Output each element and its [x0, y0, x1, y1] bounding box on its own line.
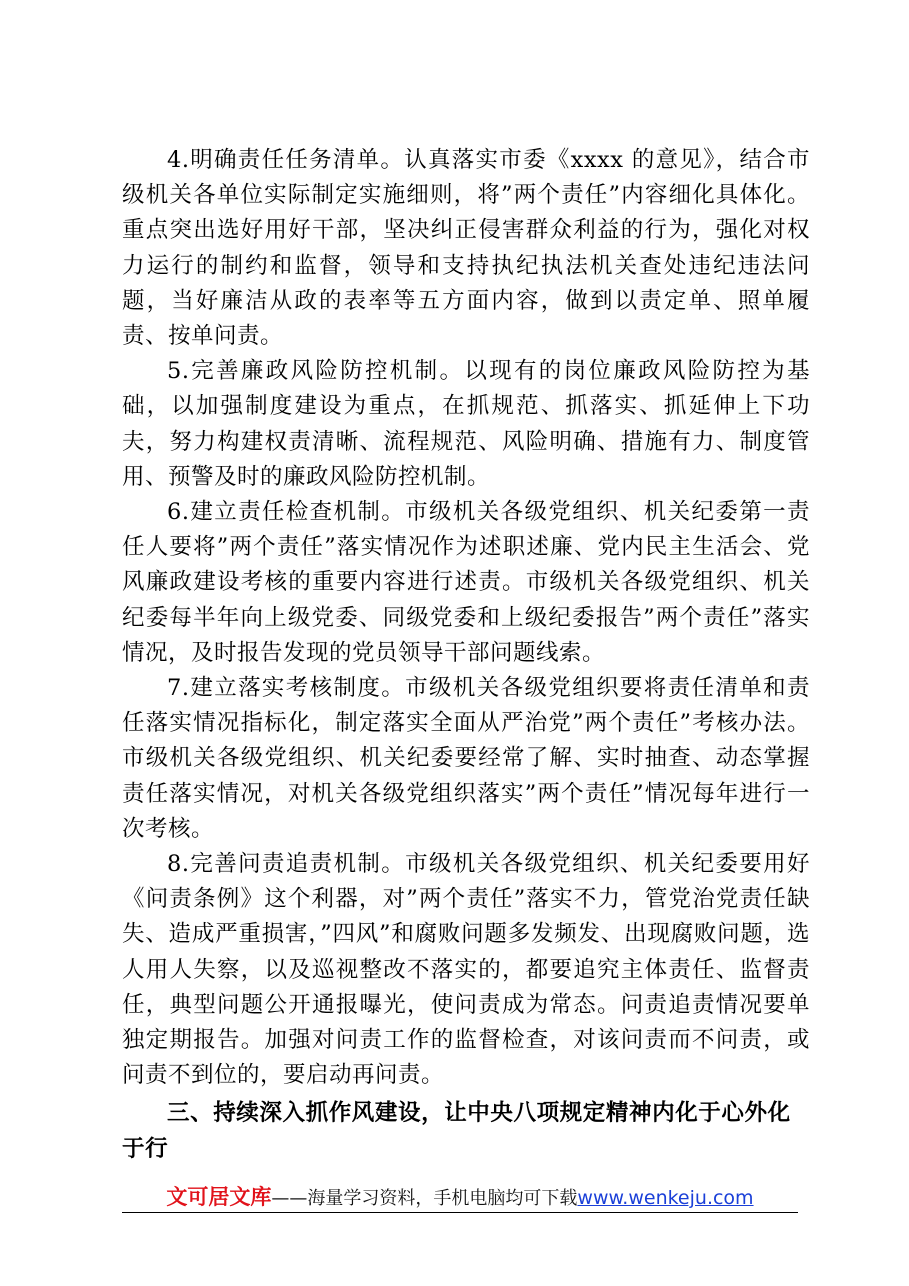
paragraph-item-4: 4.明确责任任务清单。认真落实市委《xxxx 的意见》，结合市级机关各单位实际制定实施细则，将”两个责任”内容细化具体化。重点突出选好用好干部，坚决纠正侵害群众利益的行为，强化对权力运行的制约和监督，领导和支持执纪执法机关查处违纪违法问题，当好廉洁从政的表率等五方面内容，做到以责定单、照单履责、按单问责。: [122, 147, 810, 350]
paragraph-item-7: 7.建立落实考核制度。市级机关各级党组织要将责任清单和责任落实情况指标化，制定落实全面从严治党”两个责任”考核办法。市级机关各级党组织、机关纪委要经常了解、实时抽查、动态掌握责任落实情况，对机关各级党组织落实”两个责任”情况每年进行一次考核。: [122, 675, 810, 842]
document-body: [122, 143, 810, 1167]
paragraph-item-5: 5.完善廉政风险防控机制。以现有的岗位廉政风险防控为基础，以加强制度建设为重点，在抓规范、抓落实、抓延伸上下功夫，努力构建权责清晰、流程规范、风险明确、措施有力、制度管用、预警及时的廉政风险防控机制。: [122, 358, 810, 490]
footer-tagline: ——海量学习资料，手机电脑均可下载: [271, 1188, 578, 1209]
section-heading: 三、持续深入抓作风建设，让中央八项规定精神内化于心外化于行: [122, 1100, 791, 1163]
footer-divider: [122, 1212, 798, 1213]
paragraph-item-8: 8.完善问责追责机制。市级机关各级党组织、机关纪委要用好《问责条例》这个利器，对”两个责任”落实不力，管党治党责任缺失、造成严重损害，”四风”和腐败问题多发频发、出现腐败问题，选人用人失察，以及巡视整改不落实的，都要追究主体责任、监督责任，典型问题公开通报曝光，使问责成为常态。问责追责情况要单独定期报告。加强对问责工作的监督检查，对该问责而不问责，或问责不到位的，要启动再问责。: [122, 851, 810, 1089]
paragraph-item-6: 6.建立责任检查机制。市级机关各级党组织、机关纪委第一责任人要将”两个责任”落实情况作为述职述廉、党内民主生活会、党风廉政建设考核的重要内容进行述责。市级机关各级党组织、机关纪委每半年向上级党委、同级党委和上级纪委报告”两个责任”落实情况，及时报告发现的党员领导干部问题线索。: [122, 499, 810, 666]
page-footer: [122, 1183, 798, 1211]
footer-site-link[interactable]: www.wenkeju.com: [577, 1187, 754, 1209]
footer-brand: 文可居文库: [166, 1185, 272, 1209]
